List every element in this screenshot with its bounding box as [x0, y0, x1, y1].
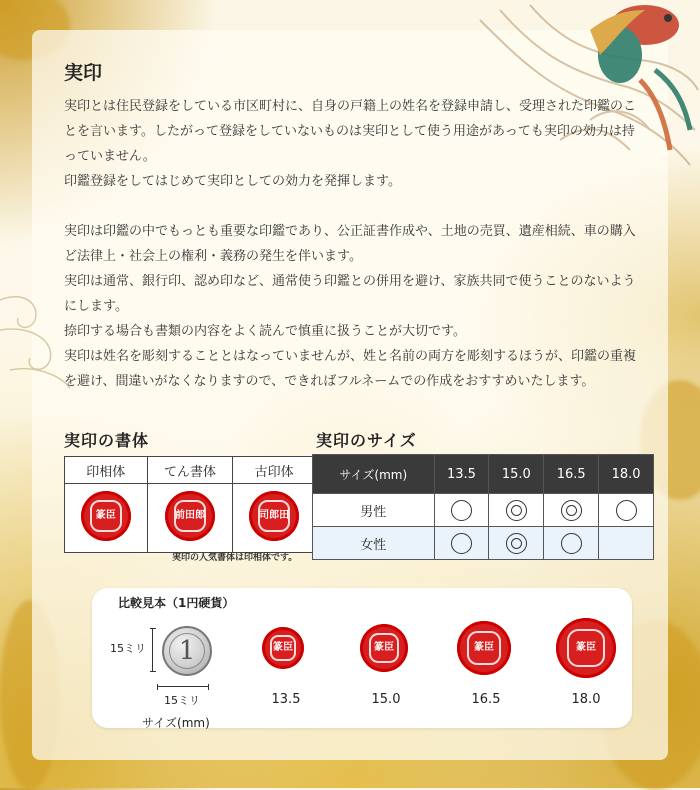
- style-cell: [65, 484, 148, 553]
- double-circle-mark-icon: [506, 500, 527, 521]
- size-cell: [489, 527, 544, 560]
- sample-size-label: 18.0: [571, 692, 601, 707]
- size-cell: [544, 527, 599, 560]
- height-dimension-line: [150, 628, 156, 672]
- paragraph: 捺印する場合も書類の内容をよく読んで慎重に扱うことが大切です。: [64, 324, 466, 339]
- size-col: 16.5: [544, 455, 599, 494]
- seal-stamp-icon: 篆臣: [457, 621, 511, 675]
- size-row-male: [313, 494, 654, 527]
- circle-mark-icon: [451, 500, 472, 521]
- circle-mark-icon: [616, 500, 637, 521]
- paragraph: 実印とは住民登録をしている市区町村に、自身の戸籍上の姓名を登録申請し、受理された印鑑のことを言います。したがって登録をしていないものは実印として使う用途があっても実印の効力は持っていません。: [64, 99, 637, 164]
- sample-13-5: [262, 627, 304, 673]
- style-table: [64, 456, 316, 553]
- style-col-inso: 印相体: [65, 457, 148, 484]
- size-cell: [489, 494, 544, 527]
- paragraph: 実印は印鑑の中でもっとも重要な印鑑であり、公正証書作成や、土地の売買、遺産相続、車の購入ど法律上・社会上の権利・義務の発生を伴います。: [64, 224, 636, 264]
- style-cell: [233, 484, 316, 553]
- seal-stamp-icon: 篆臣: [262, 627, 304, 669]
- paragraph-gap: [64, 194, 644, 219]
- size-unit-label: サイズ(mm): [142, 716, 210, 730]
- sample-size-label: 13.5: [271, 692, 301, 707]
- size-cell: [599, 527, 654, 560]
- row-label: 男性: [313, 494, 435, 527]
- size-row-female: [313, 527, 654, 560]
- size-heading: 実印のサイズ: [316, 431, 417, 450]
- size-cell: [544, 494, 599, 527]
- width-dimension-line: [157, 684, 209, 690]
- comparison-title: 比較見本（1円硬貨）: [118, 596, 235, 610]
- size-cell: [434, 494, 489, 527]
- seal-stamp-icon: 司郎田: [249, 491, 299, 541]
- seal-stamp-icon: 篆臣: [360, 624, 408, 672]
- size-cell: [434, 527, 489, 560]
- description-text: [64, 94, 644, 394]
- seal-stamp-icon: 前田郎: [165, 491, 215, 541]
- sample-18-0: [556, 618, 616, 682]
- circle-mark-icon: [561, 533, 582, 554]
- sample-16-5: [457, 621, 511, 679]
- style-col-tensho: てん書体: [147, 457, 233, 484]
- size-col: 18.0: [599, 455, 654, 494]
- page-title: 実印: [64, 62, 103, 84]
- row-label: 女性: [313, 527, 435, 560]
- paragraph: 実印は通常、銀行印、認め印など、通常使う印鑑との併用を避け、家族共同で使うことのないようにします。: [64, 274, 636, 314]
- height-dimension-label: 15ミリ: [110, 642, 146, 655]
- size-col: 13.5: [434, 455, 489, 494]
- style-cell: [147, 484, 233, 553]
- sample-size-label: 15.0: [371, 692, 401, 707]
- sample-15-0: [360, 624, 408, 676]
- circle-mark-icon: [451, 533, 472, 554]
- size-header-label: サイズ(mm): [313, 455, 435, 494]
- double-circle-mark-icon: [506, 533, 527, 554]
- style-col-koin: 古印体: [233, 457, 316, 484]
- width-dimension-label: 15ミリ: [164, 694, 200, 707]
- paragraph: 実印は姓名を彫刻することとはなっていませんが、姓と名前の両方を彫刻するほうが、印鑑の重複を避け、間違いがなくなりますので、できればフルネームでの作成をおすすめいたします。: [64, 349, 637, 389]
- size-table: [312, 454, 654, 560]
- coin-icon: 1: [162, 626, 212, 676]
- style-note: 実印の人気書体は印相体です。: [172, 553, 298, 563]
- sample-size-label: 16.5: [471, 692, 501, 707]
- seal-stamp-icon: 篆臣: [81, 491, 131, 541]
- size-cell: [599, 494, 654, 527]
- size-col: 15.0: [489, 455, 544, 494]
- seal-stamp-icon: 篆臣: [556, 618, 616, 678]
- double-circle-mark-icon: [561, 500, 582, 521]
- style-heading: 実印の書体: [64, 431, 150, 450]
- paragraph: 印鑑登録をしてはじめて実印としての効力を発揮します。: [64, 174, 401, 189]
